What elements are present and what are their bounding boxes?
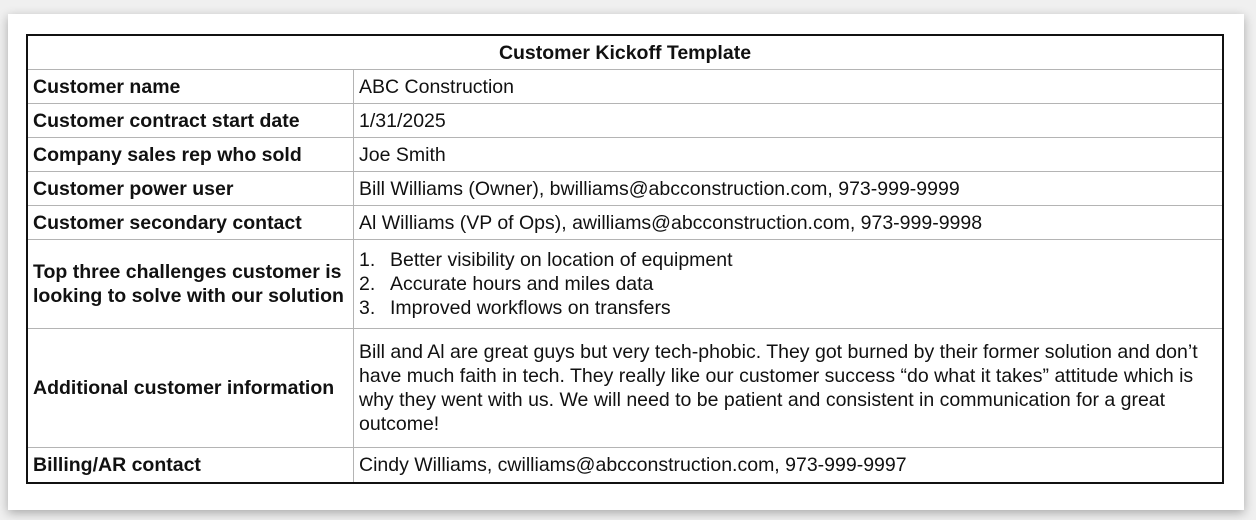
table-title: Customer Kickoff Template xyxy=(27,35,1223,70)
list-item xyxy=(359,272,1217,296)
table-row xyxy=(27,240,1223,329)
billing-contact-label: Billing/AR contact xyxy=(27,448,354,484)
table-row xyxy=(27,70,1223,104)
secondary-contact-label: Customer secondary contact xyxy=(27,206,354,240)
power-user-label: Customer power user xyxy=(27,172,354,206)
table-row xyxy=(27,329,1223,448)
challenges-label: Top three challenges customer is looking to solve with our solution xyxy=(27,240,354,329)
table-row xyxy=(27,138,1223,172)
challenges-list xyxy=(359,248,1217,320)
contract-start-date-value: 1/31/2025 xyxy=(354,104,1224,138)
document-page xyxy=(8,14,1244,510)
list-item xyxy=(359,296,1217,320)
customer-name-label: Customer name xyxy=(27,70,354,104)
challenges-value xyxy=(354,240,1224,329)
billing-contact-value: Cindy Williams, cwilliams@abcconstruction.com, 973-999-9997 xyxy=(354,448,1224,484)
sales-rep-label: Company sales rep who sold xyxy=(27,138,354,172)
table-title-row xyxy=(27,35,1223,70)
additional-info-value: Bill and Al are great guys but very tech-phobic. They got burned by their former solution and don’t have much faith in tech. They really like our customer success “do what it takes” attitude which is why they went with us. We will need to be patient and consistent in communication for a great outcome! xyxy=(354,329,1224,448)
list-item-text: Better visibility on location of equipment xyxy=(390,249,733,271)
table-row xyxy=(27,206,1223,240)
secondary-contact-value: Al Williams (VP of Ops), awilliams@abcconstruction.com, 973-999-9998 xyxy=(354,206,1224,240)
customer-name-value: ABC Construction xyxy=(354,70,1224,104)
list-item-number: 2. xyxy=(359,273,376,295)
table-row xyxy=(27,104,1223,138)
list-item-number: 3. xyxy=(359,297,376,319)
list-item-number: 1. xyxy=(359,249,376,271)
list-item-text: Improved workflows on transfers xyxy=(390,297,671,319)
table-row xyxy=(27,448,1223,484)
table-row xyxy=(27,172,1223,206)
list-item-text: Accurate hours and miles data xyxy=(390,273,654,295)
power-user-value: Bill Williams (Owner), bwilliams@abcconstruction.com, 973-999-9999 xyxy=(354,172,1224,206)
sales-rep-value: Joe Smith xyxy=(354,138,1224,172)
list-item xyxy=(359,248,1217,272)
kickoff-table xyxy=(26,34,1224,484)
additional-info-label: Additional customer information xyxy=(27,329,354,448)
contract-start-date-label: Customer contract start date xyxy=(27,104,354,138)
